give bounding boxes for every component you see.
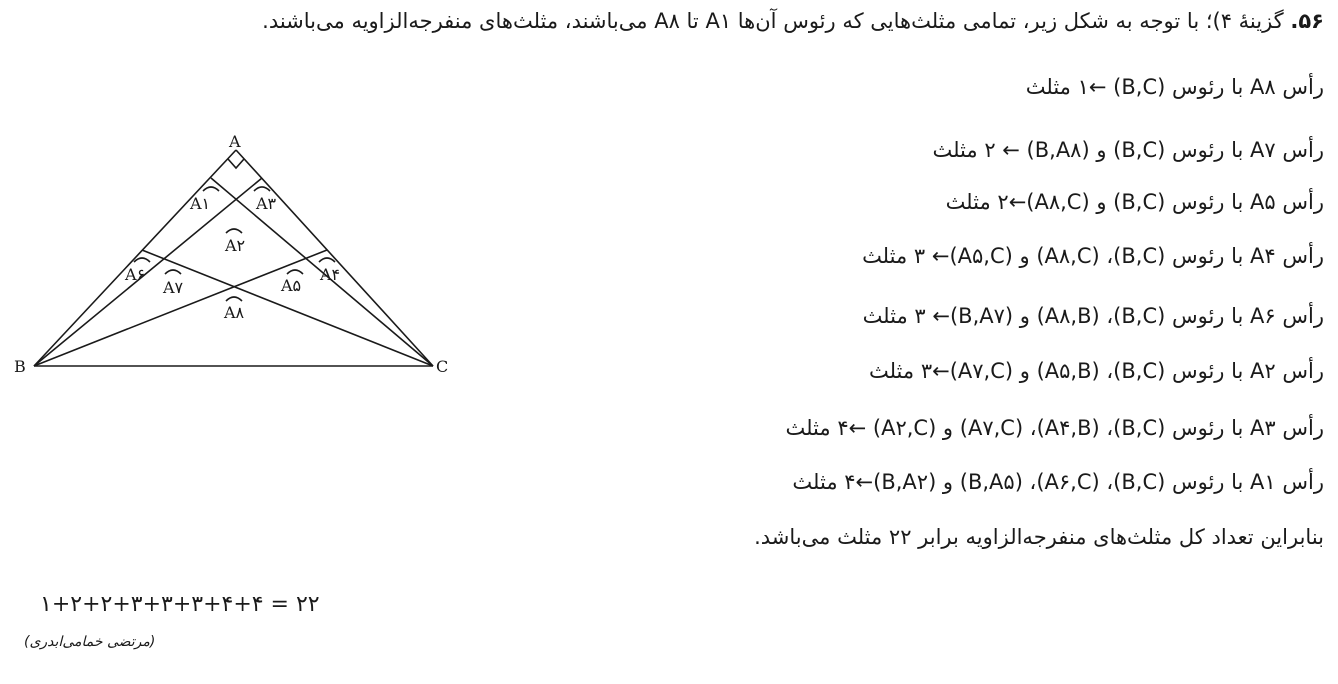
- angle-arc-a7: [165, 270, 181, 274]
- point-label-a4: A۴: [320, 265, 341, 284]
- point-label-a1: A۱: [190, 194, 211, 213]
- point-label-a2: A۲: [225, 236, 246, 255]
- cevian-b-1: [34, 250, 327, 366]
- point-label-a3: A۳: [256, 194, 277, 213]
- triangle-figure: [0, 125, 470, 385]
- problem-intro: [262, 6, 1324, 36]
- solution-row-3: رأس A۵ با رئوس (B,C) و (A۸,C)←۲ مثلث: [945, 190, 1324, 214]
- vertex-label-a: A: [229, 132, 241, 151]
- solution-row-2: رأس A۷ با رئوس (B,C) و (B,A۸) ← ۲ مثلث: [932, 138, 1324, 162]
- side-ab: [34, 150, 236, 366]
- author-credit: (مرتضی خمامی‌ابدری): [24, 634, 156, 650]
- conclusion: بنابراین تعداد کل مثلث‌های منفرجه‌الزاویه برابر ۲۲ مثلث می‌باشد.: [754, 525, 1324, 549]
- cevian-c-2: [142, 250, 433, 366]
- figure-lines: [34, 150, 433, 366]
- vertex-label-c: C: [436, 357, 449, 376]
- right-angle-mark: [228, 159, 244, 168]
- cevian-b-2: [34, 178, 262, 366]
- point-label-a7: A۷: [163, 278, 184, 297]
- angle-arc-a6: [134, 258, 150, 262]
- angle-arc-a1: [203, 187, 219, 191]
- solution-row-1: رأس A۸ با رئوس (B,C) ←۱ مثلث: [1025, 75, 1324, 99]
- problem-number: ۵۶.: [1290, 9, 1324, 33]
- problem-intro-text: گزینهٔ ۴)؛ با توجه به شکل زیر، تمامی مثلث‌هایی که رئوس آن‌ها A۱ تا A۸ می‌باشند، مثلث‌های منفرجه‌الزاویه می‌باشند.: [262, 9, 1284, 33]
- point-label-a6: A۶: [125, 265, 146, 284]
- sum-equation: ۱+۲+۲+۳+۳+۳+۴+۴ = ۲۲: [40, 592, 320, 617]
- point-label-a8: A۸: [224, 303, 245, 322]
- angle-arc-a3: [254, 187, 270, 191]
- solution-row-8: رأس A۱ با رئوس (B,C)، (A۶,C)، (B,A۵) و (B,A۲)←۴ مثلث: [792, 470, 1324, 494]
- angle-arc-a5: [287, 270, 303, 274]
- solution-row-6: رأس A۲ با رئوس (B,C)، (A۵,B) و (A۷,C)←۳ مثلث: [868, 359, 1324, 383]
- angle-arc-a2: [226, 229, 242, 233]
- solution-row-7: رأس A۳ با رئوس (B,C)، (A۴,B)، (A۷,C) و (A۲,C) ←۴ مثلث: [785, 416, 1324, 440]
- vertex-label-b: B: [14, 357, 26, 376]
- side-ac: [236, 150, 433, 366]
- solution-row-4: رأس A۴ با رئوس (B,C)، (A۸,C) و (A۵,C)← ۳ مثلث: [862, 244, 1324, 268]
- angle-arc-a8: [226, 297, 242, 301]
- solution-row-5: رأس A۶ با رئوس (B,C)، (A۸,B) و (B,A۷)← ۳ مثلث: [862, 304, 1324, 328]
- angle-arc-a4: [319, 258, 335, 262]
- point-label-a5: A۵: [281, 276, 302, 295]
